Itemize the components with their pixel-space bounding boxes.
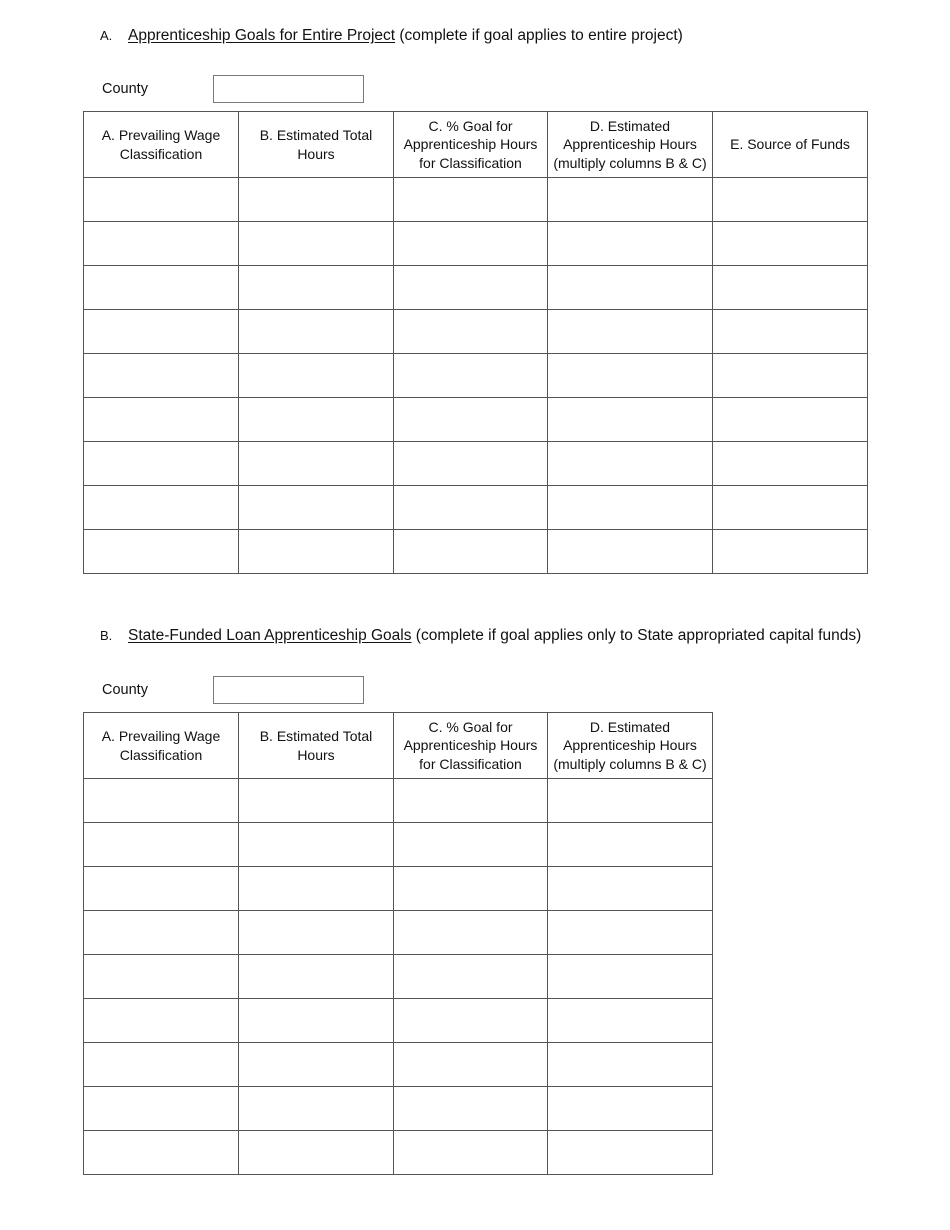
section-b-goal-percent-cell[interactable] (394, 1043, 548, 1087)
section-b-total-hours-cell[interactable] (239, 779, 394, 823)
section-a-source-of-funds-cell[interactable] (713, 354, 868, 398)
section-b-total-hours-cell[interactable] (239, 999, 394, 1043)
section-b-title: State-Funded Loan Apprenticeship Goals (128, 627, 412, 644)
section-a-goals-table (83, 111, 868, 574)
section-a-classification-cell[interactable] (84, 310, 239, 354)
section-a-goal-percent-cell[interactable] (394, 354, 548, 398)
section-a-total-hours-cell[interactable] (239, 178, 394, 222)
section-b-heading (100, 627, 861, 645)
section-b-total-hours-cell[interactable] (239, 1043, 394, 1087)
section-a-goal-percent-cell[interactable] (394, 310, 548, 354)
section-b-goal-percent-cell[interactable] (394, 999, 548, 1043)
section-b-goal-percent-cell[interactable] (394, 911, 548, 955)
section-a-total-hours-cell[interactable] (239, 222, 394, 266)
section-a-source-of-funds-cell[interactable] (713, 398, 868, 442)
section-a-table-row (84, 266, 868, 310)
section-a-apprenticeship-hours-cell[interactable] (548, 442, 713, 486)
section-a-classification-cell[interactable] (84, 266, 239, 310)
section-a-table-row (84, 486, 868, 530)
column-header-goal-percent: C. % Goal for Apprenticeship Hours for Classification (394, 713, 548, 779)
section-a-source-of-funds-cell[interactable] (713, 266, 868, 310)
section-a-table-row (84, 310, 868, 354)
section-a-table-row (84, 178, 868, 222)
section-b-total-hours-cell[interactable] (239, 867, 394, 911)
section-a-table-row (84, 354, 868, 398)
section-a-total-hours-cell[interactable] (239, 486, 394, 530)
section-a-letter: A. (100, 28, 113, 43)
section-a-table-row (84, 442, 868, 486)
section-a-table-row (84, 222, 868, 266)
section-a-goal-percent-cell[interactable] (394, 222, 548, 266)
section-b-classification-cell[interactable] (84, 1043, 239, 1087)
section-a-classification-cell[interactable] (84, 442, 239, 486)
section-b-classification-cell[interactable] (84, 955, 239, 999)
section-a-goal-percent-cell[interactable] (394, 442, 548, 486)
section-b-classification-cell[interactable] (84, 867, 239, 911)
section-a-classification-cell[interactable] (84, 178, 239, 222)
section-a-goal-percent-cell[interactable] (394, 266, 548, 310)
section-b-table-row (84, 999, 713, 1043)
section-b-goal-percent-cell[interactable] (394, 1131, 548, 1175)
section-a-apprenticeship-hours-cell[interactable] (548, 310, 713, 354)
section-b-apprenticeship-hours-cell[interactable] (548, 1087, 713, 1131)
section-b-county-label: County (102, 682, 148, 698)
section-a-table-row (84, 398, 868, 442)
section-b-classification-cell[interactable] (84, 999, 239, 1043)
section-b-apprenticeship-hours-cell[interactable] (548, 823, 713, 867)
section-a-apprenticeship-hours-cell[interactable] (548, 486, 713, 530)
section-b-goal-percent-cell[interactable] (394, 867, 548, 911)
section-b-total-hours-cell[interactable] (239, 823, 394, 867)
section-b-total-hours-cell[interactable] (239, 1131, 394, 1175)
section-b-goal-percent-cell[interactable] (394, 1087, 548, 1131)
section-b-classification-cell[interactable] (84, 911, 239, 955)
column-header-apprenticeship-hours: D. Estimated Apprenticeship Hours (multiply columns B & C) (548, 112, 713, 178)
section-a-table-row (84, 530, 868, 574)
section-a-source-of-funds-cell[interactable] (713, 310, 868, 354)
column-header-total-hours: B. Estimated Total Hours (239, 713, 394, 779)
section-b-note: (complete if goal applies only to State appropriated capital funds) (411, 627, 862, 644)
section-b-apprenticeship-hours-cell[interactable] (548, 999, 713, 1043)
section-b-apprenticeship-hours-cell[interactable] (548, 1131, 713, 1175)
section-b-apprenticeship-hours-cell[interactable] (548, 779, 713, 823)
section-a-source-of-funds-cell[interactable] (713, 222, 868, 266)
section-a-title: Apprenticeship Goals for Entire Project (128, 27, 396, 44)
section-a-county-input[interactable] (213, 75, 364, 103)
section-a-goal-percent-cell[interactable] (394, 178, 548, 222)
column-header-goal-percent: C. % Goal for Apprenticeship Hours for Classification (394, 112, 548, 178)
section-a-goal-percent-cell[interactable] (394, 398, 548, 442)
section-a-apprenticeship-hours-cell[interactable] (548, 266, 713, 310)
section-b-total-hours-cell[interactable] (239, 955, 394, 999)
section-b-apprenticeship-hours-cell[interactable] (548, 955, 713, 999)
section-b-table-row (84, 1043, 713, 1087)
section-a-classification-cell[interactable] (84, 398, 239, 442)
section-a-apprenticeship-hours-cell[interactable] (548, 222, 713, 266)
section-a-classification-cell[interactable] (84, 222, 239, 266)
section-b-classification-cell[interactable] (84, 779, 239, 823)
section-b-goals-table (83, 712, 713, 1175)
section-a-source-of-funds-cell[interactable] (713, 530, 868, 574)
section-a-total-hours-cell[interactable] (239, 310, 394, 354)
section-a-goal-percent-cell[interactable] (394, 530, 548, 574)
section-b-table-row (84, 955, 713, 999)
section-b-header-row (84, 713, 713, 779)
section-a-total-hours-cell[interactable] (239, 354, 394, 398)
section-a-goal-percent-cell[interactable] (394, 486, 548, 530)
section-b-apprenticeship-hours-cell[interactable] (548, 1043, 713, 1087)
section-b-table-row (84, 823, 713, 867)
section-a-total-hours-cell[interactable] (239, 398, 394, 442)
section-a-apprenticeship-hours-cell[interactable] (548, 354, 713, 398)
section-b-table-row (84, 779, 713, 823)
section-b-table-row (84, 1131, 713, 1175)
section-b-table-row (84, 867, 713, 911)
section-a-total-hours-cell[interactable] (239, 266, 394, 310)
section-a-classification-cell[interactable] (84, 354, 239, 398)
section-b-table-row (84, 911, 713, 955)
section-a-county-label: County (102, 81, 148, 97)
section-a-source-of-funds-cell[interactable] (713, 486, 868, 530)
column-header-total-hours: B. Estimated Total Hours (239, 112, 394, 178)
section-b-letter: B. (100, 628, 113, 643)
section-a-total-hours-cell[interactable] (239, 442, 394, 486)
column-header-classification: A. Prevailing Wage Classification (84, 713, 239, 779)
section-b-goal-percent-cell[interactable] (394, 955, 548, 999)
section-a-apprenticeship-hours-cell[interactable] (548, 398, 713, 442)
section-b-goal-percent-cell[interactable] (394, 823, 548, 867)
section-a-apprenticeship-hours-cell[interactable] (548, 178, 713, 222)
section-a-source-of-funds-cell[interactable] (713, 178, 868, 222)
column-header-classification: A. Prevailing Wage Classification (84, 112, 239, 178)
section-a-heading (100, 27, 683, 45)
section-a-note: (complete if goal applies to entire project) (395, 27, 683, 44)
section-b-total-hours-cell[interactable] (239, 911, 394, 955)
column-header-apprenticeship-hours: D. Estimated Apprenticeship Hours (multiply columns B & C) (548, 713, 713, 779)
section-a-classification-cell[interactable] (84, 530, 239, 574)
section-b-table-row (84, 1087, 713, 1131)
section-b-apprenticeship-hours-cell[interactable] (548, 867, 713, 911)
section-b-apprenticeship-hours-cell[interactable] (548, 911, 713, 955)
section-b-classification-cell[interactable] (84, 823, 239, 867)
section-b-total-hours-cell[interactable] (239, 1087, 394, 1131)
section-b-county-input[interactable] (213, 676, 364, 704)
section-a-total-hours-cell[interactable] (239, 530, 394, 574)
section-a-classification-cell[interactable] (84, 486, 239, 530)
section-b-classification-cell[interactable] (84, 1087, 239, 1131)
section-a-apprenticeship-hours-cell[interactable] (548, 530, 713, 574)
section-b-goal-percent-cell[interactable] (394, 779, 548, 823)
section-b-classification-cell[interactable] (84, 1131, 239, 1175)
section-a-header-row (84, 112, 868, 178)
column-header-source-of-funds: E. Source of Funds (713, 112, 868, 178)
section-a-source-of-funds-cell[interactable] (713, 442, 868, 486)
